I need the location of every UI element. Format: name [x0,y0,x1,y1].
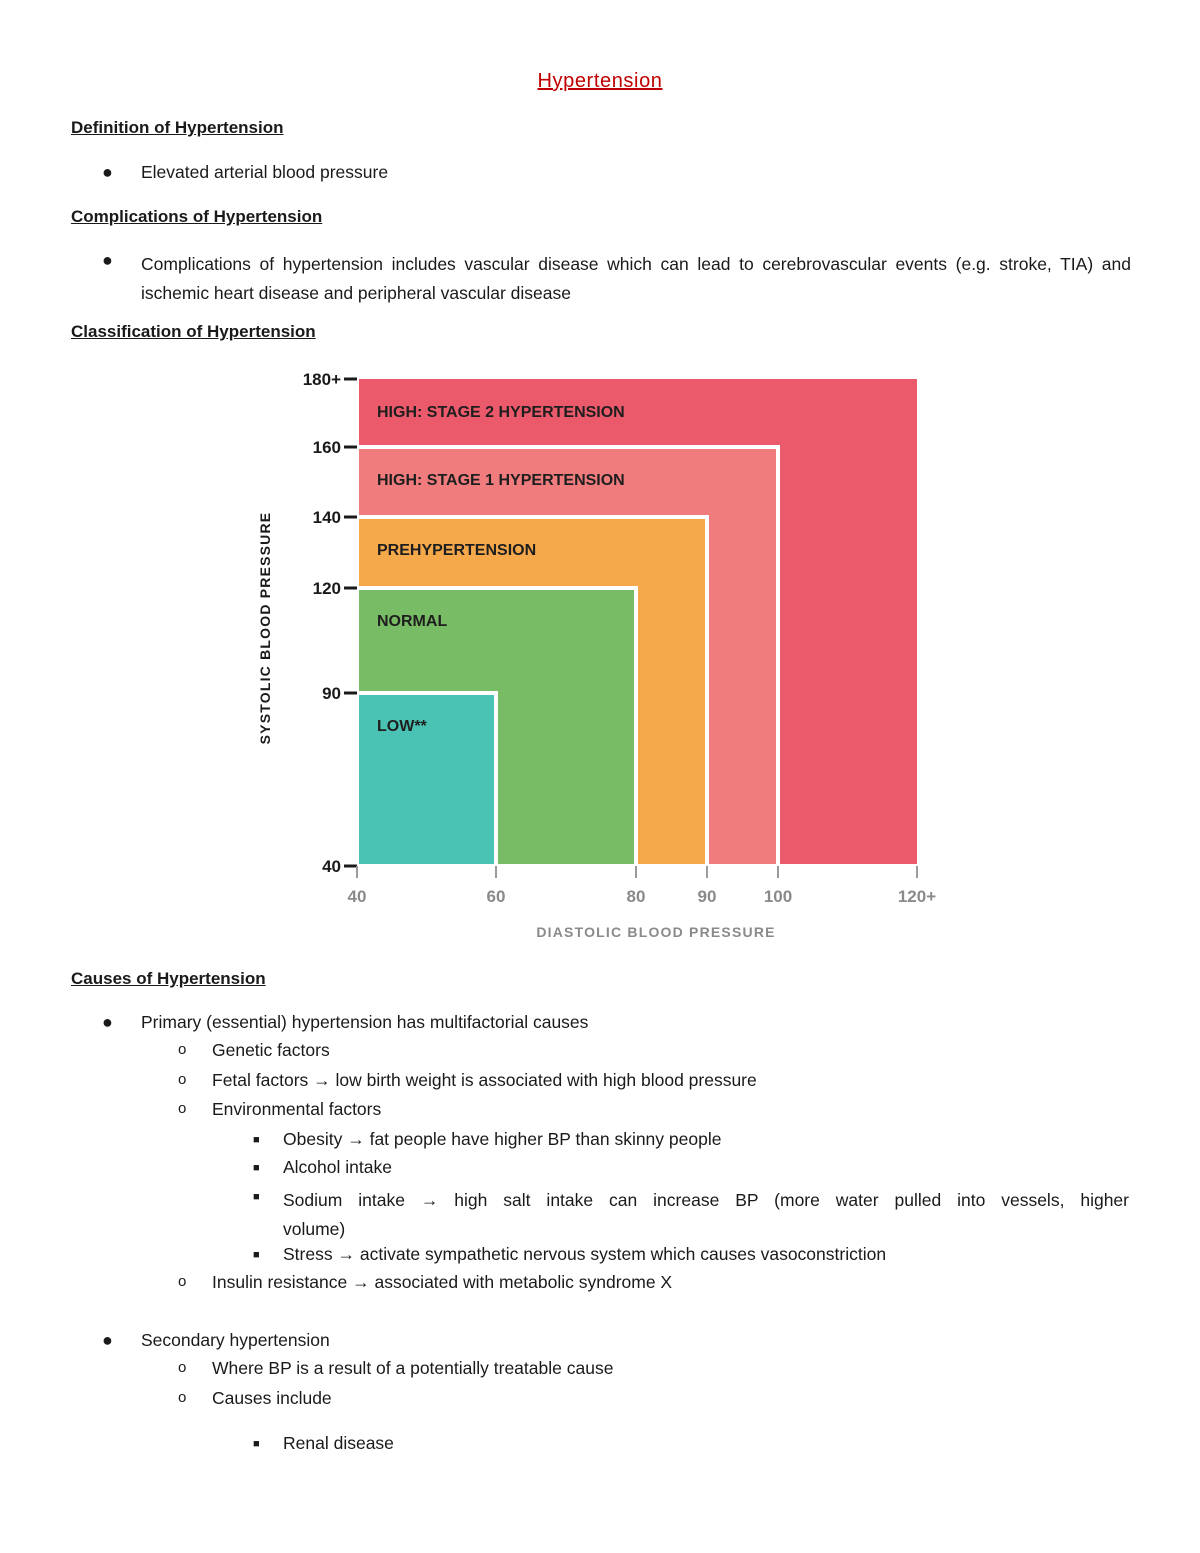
square-bullet-icon: ■ [253,1438,260,1450]
bullet-icon: ● [102,1330,113,1350]
complications-heading: Complications of Hypertension [71,207,323,226]
region-label: HIGH: STAGE 1 HYPERTENSION [377,472,625,489]
x-tick-label: 90 [697,887,717,906]
region-label: NORMAL [377,613,448,630]
square-bullet-icon: ■ [253,1134,260,1146]
y-tick-label: 140 [312,508,341,527]
region-label: HIGH: STAGE 2 HYPERTENSION [377,404,625,421]
circle-bullet-icon: o [178,1041,187,1058]
arrow-icon: → [337,1244,355,1264]
definition-item: Elevated arterial blood pressure [141,162,389,182]
causes-include: Causes include [212,1388,332,1408]
page-title: Hypertension [537,70,663,92]
arrow-icon: → [313,1070,331,1090]
y-tick-label: 160 [312,438,341,457]
circle-bullet-icon: o [178,1071,187,1088]
x-axis-label: DIASTOLIC BLOOD PRESSURE [536,924,776,940]
treatable-cause: Where BP is a result of a potentially treatable cause [212,1358,614,1378]
circle-bullet-icon: o [178,1100,187,1117]
x-tick-label: 120+ [897,887,937,906]
bullet-icon: ● [102,250,113,270]
square-bullet-icon: ■ [253,1249,260,1261]
arrow-icon: → [420,1190,439,1210]
secondary-hypertension: Secondary hypertension [141,1330,330,1350]
insulin-resistance: Insulin resistance → associated with metabolic syndrome X [212,1272,673,1292]
renal-disease: Renal disease [283,1433,394,1453]
causes-heading: Causes of Hypertension [71,969,266,988]
primary-hypertension: Primary (essential) hypertension has multifactorial causes [141,1012,589,1032]
region-label: PREHYPERTENSION [377,542,537,559]
bullet-icon: ● [102,162,113,182]
circle-bullet-icon: o [178,1273,187,1290]
classification-heading: Classification of Hypertension [71,322,316,341]
y-tick-label: 180+ [302,370,341,389]
x-tick-label: 100 [763,887,793,906]
sodium-item: Sodium intake → high salt intake can increase BP (more water pulled into vessels, higher volume) [283,1190,1129,1239]
square-bullet-icon: ■ [253,1162,260,1174]
environmental-factors: Environmental factors [212,1099,382,1119]
x-tick-label: 80 [626,887,646,906]
complications-item: Complications of hypertension includes vascular disease which can lead to cerebrovascular events (e.g. stroke, TIA) and ischemic heart disease and peripheral vascular disease [141,254,1131,303]
region-label: LOW** [377,718,427,735]
y-tick-label: 120 [312,579,341,598]
x-tick-label: 40 [347,887,367,906]
alcohol-item: Alcohol intake [283,1157,392,1177]
circle-bullet-icon: o [178,1389,187,1406]
x-tick-label: 60 [486,887,506,906]
y-axis-label: SYSTOLIC BLOOD PRESSURE [257,511,273,745]
obesity-item: Obesity → fat people have higher BP than skinny people [283,1129,722,1149]
arrow-icon: → [352,1272,370,1292]
definition-heading: Definition of Hypertension [71,118,284,137]
fetal-factors: Fetal factors → low birth weight is associated with high blood pressure [212,1070,757,1090]
genetic-factors: Genetic factors [212,1040,330,1060]
chart-left-edge [355,379,359,868]
y-tick-label: 40 [322,857,341,876]
stress-item: Stress → activate sympathetic nervous system which causes vasoconstriction [283,1244,887,1264]
circle-bullet-icon: o [178,1359,187,1376]
square-bullet-icon: ■ [253,1191,260,1203]
arrow-icon: → [347,1129,365,1149]
y-tick-label: 90 [322,684,341,703]
bullet-icon: ● [102,1012,113,1032]
